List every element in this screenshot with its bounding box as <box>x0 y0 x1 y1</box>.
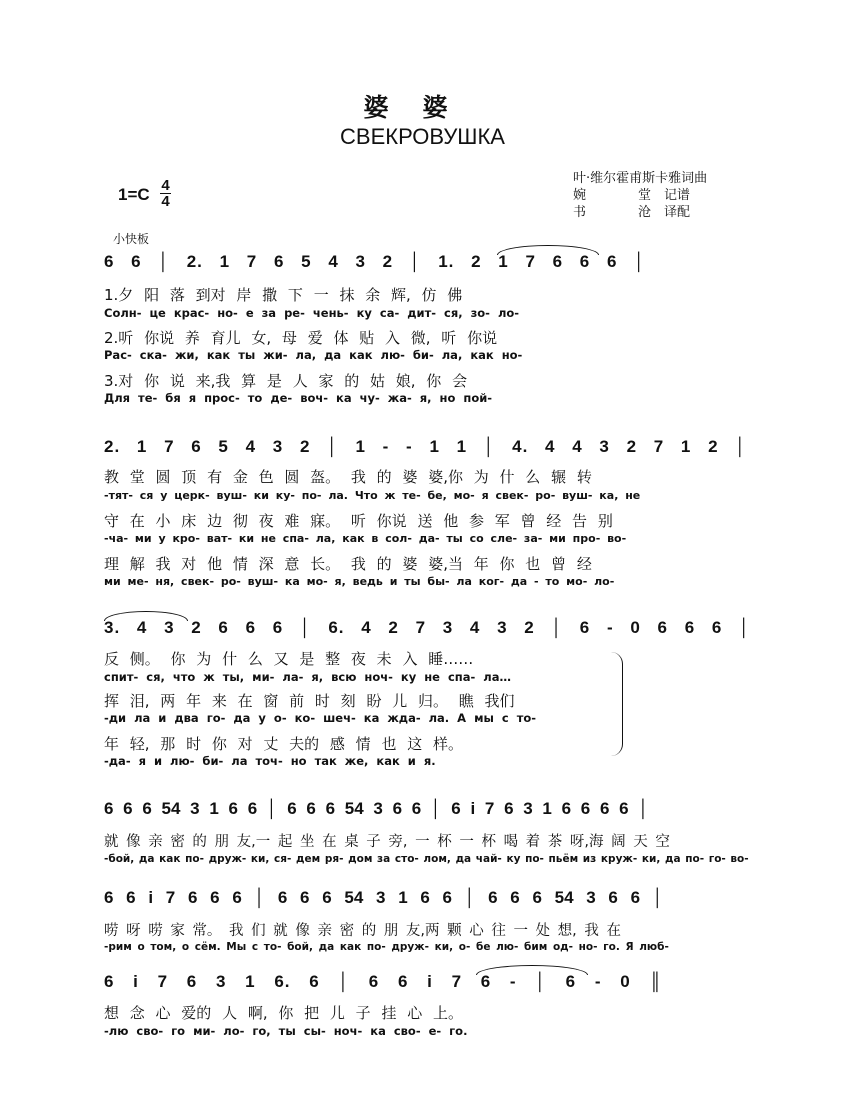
notation-row-6: 6 i 7 6 3 1 6. 6 │ 6 6 i 7 6 - │ 6 - 0 ║ <box>104 972 663 991</box>
slur <box>497 245 599 255</box>
lyric-chorus-cn: 唠 呀 唠 家 常。 我 们 就 像 亲 密 的 朋 友,两 颗 心 往 一 处 想, 我 在 <box>104 923 622 939</box>
notation-row-4: 6 6 6 54 3 1 6 6 │ 6 6 6 54 3 6 6 │ 6 i 7 6 3 1 6 6 6 6 │ <box>104 799 649 818</box>
notation-row-1: 6 6 │ 2. 1 7 6 5 4 3 2 │ 1. 2 1 7 6 6 6 │ <box>104 252 646 271</box>
lyric-verse1-cn: 教 堂 圆 顶 有 金 色 圆 盔。 我 的 婆 婆,你 为 什 么 辗 转 <box>104 468 592 486</box>
lyric-ending-cn: 想 念 心 爱的 人 啊, 你 把 儿 子 挂 心 上。 <box>104 1004 463 1022</box>
lyric-verse1-cn: 反 侧。 你 为 什 么 又 是 整 夜 未 入 睡…… <box>104 650 474 668</box>
lyric-chorus-ru: -рим о том, о сём. Мы с то- бой, да как по- друж- ки, о- бе лю- бим од- но- го. Я люб- <box>104 941 669 953</box>
lyric-verse1-ru: спит- ся, что ж ты, ми- ла- я, всю ноч- ку не спа- ла… <box>104 670 511 684</box>
time-signature-bottom: 4 <box>161 193 170 210</box>
lyric-verse2-cn: 守 在 小 床 边 彻 夜 难 寐。 听 你说 送 他 参 军 曾 经 告 别 <box>104 512 613 530</box>
lyric-verse3-cn: 年 轻, 那 时 你 对 丈 夫的 感 情 也 这 样。 <box>104 735 463 753</box>
notation-row-3: 3. 4 3 2 6 6 6 │ 6. 4 2 7 3 4 3 2 │ 6 - 0 6 6 6 │ <box>104 618 751 637</box>
lyric-verse2-ru: Рас- ска- жи, как ты жи- ла, да как лю- би- ла, как но- <box>104 348 523 362</box>
lyric-verse1-ru: Солн- це крас- но- е за ре- чень- ку са- дит- ся, зо- ло- <box>104 306 520 320</box>
lyric-verse3-ru: Для те- бя я прос- то де- воч- ка чу- жа- я, но пой- <box>104 391 493 405</box>
lyric-verse1-ru: -тят- ся у церк- вуш- ки ку- по- ла. Что ж те- бе, мо- я свек- ро- вуш- ка, не <box>104 489 641 502</box>
lyric-ending-ru: -лю сво- го ми- ло- го, ты сы- ноч- ка сво- е- го. <box>104 1024 468 1038</box>
lyric-verse1-cn: 1.夕 阳 落 到对 岸 撒 下 一 抹 余 辉, 仿 佛 <box>104 286 463 304</box>
lyric-verse2-cn: 挥 泪, 两 年 来 在 窗 前 时 刻 盼 儿 归。 瞧 我们 <box>104 692 515 710</box>
lyric-verse3-ru: -да- я и лю- би- ла точ- но так же, как и я. <box>104 754 436 768</box>
tempo-marking: 小快板 <box>113 232 150 246</box>
time-signature-top: 4 <box>161 177 170 194</box>
notation-row-5: 6 6 i 7 6 6 6 │ 6 6 6 54 3 1 6 6 │ 6 6 6 54 3 6 6 │ <box>104 888 664 907</box>
slur <box>104 611 188 621</box>
lyric-verse2-ru: -ча- ми у кро- ват- ки не спа- ла, как в сол- да- ты со сле- за- ми про- во- <box>104 532 627 545</box>
lyric-chorus-ru: -бой, да как по- друж- ки, ся- дем ря- дом за сто- лом, да чай- ку по- пьём из круж- ки, да по- го- во- <box>104 853 749 865</box>
lyric-verse2-cn: 2.听 你说 养 育儿 女, 母 爱 体 贴 入 微, 听 你说 <box>104 329 498 347</box>
credit-translator: 书 沧 译配 <box>573 205 691 220</box>
notation-row-2: 2. 1 7 6 5 4 3 2 │ 1 - - 1 1 │ 4. 4 4 3 2 7 1 2 │ <box>104 437 747 456</box>
tie <box>476 965 588 975</box>
lyric-verse3-cn: 3.对 你 说 来,我 算 是 人 家 的 姑 娘, 你 会 <box>104 372 468 390</box>
lyric-verse3-cn: 理 解 我 对 他 情 深 意 长。 我 的 婆 婆,当 年 你 也 曾 经 <box>104 555 592 573</box>
key-signature: 1=C <box>118 185 150 204</box>
credit-transcriber: 婉 堂 记谱 <box>573 188 691 203</box>
time-signature <box>160 178 171 209</box>
credit-composer: 叶·维尔霍甫斯卡雅词曲 <box>573 171 708 186</box>
song-title-russian: СВЕКРОВУШКА <box>340 124 505 149</box>
lyric-chorus-cn: 就 像 亲 密 的 朋 友,一 起 坐 在 桌 子 旁, 一 杯 一 杯 喝 着 茶 呀,海 阔 天 空 <box>104 834 670 850</box>
verse-brace <box>608 652 623 756</box>
lyric-verse2-ru: -ди ла и два го- да у о- ко- шеч- ка жда- ла. А мы с то- <box>104 711 537 725</box>
lyric-verse3-ru: ми ме- ня, свек- ро- вуш- ка мо- я, ведь и ты бы- ла ког- да - то мо- ло- <box>104 575 615 588</box>
song-title-chinese: 婆婆 <box>363 93 482 122</box>
